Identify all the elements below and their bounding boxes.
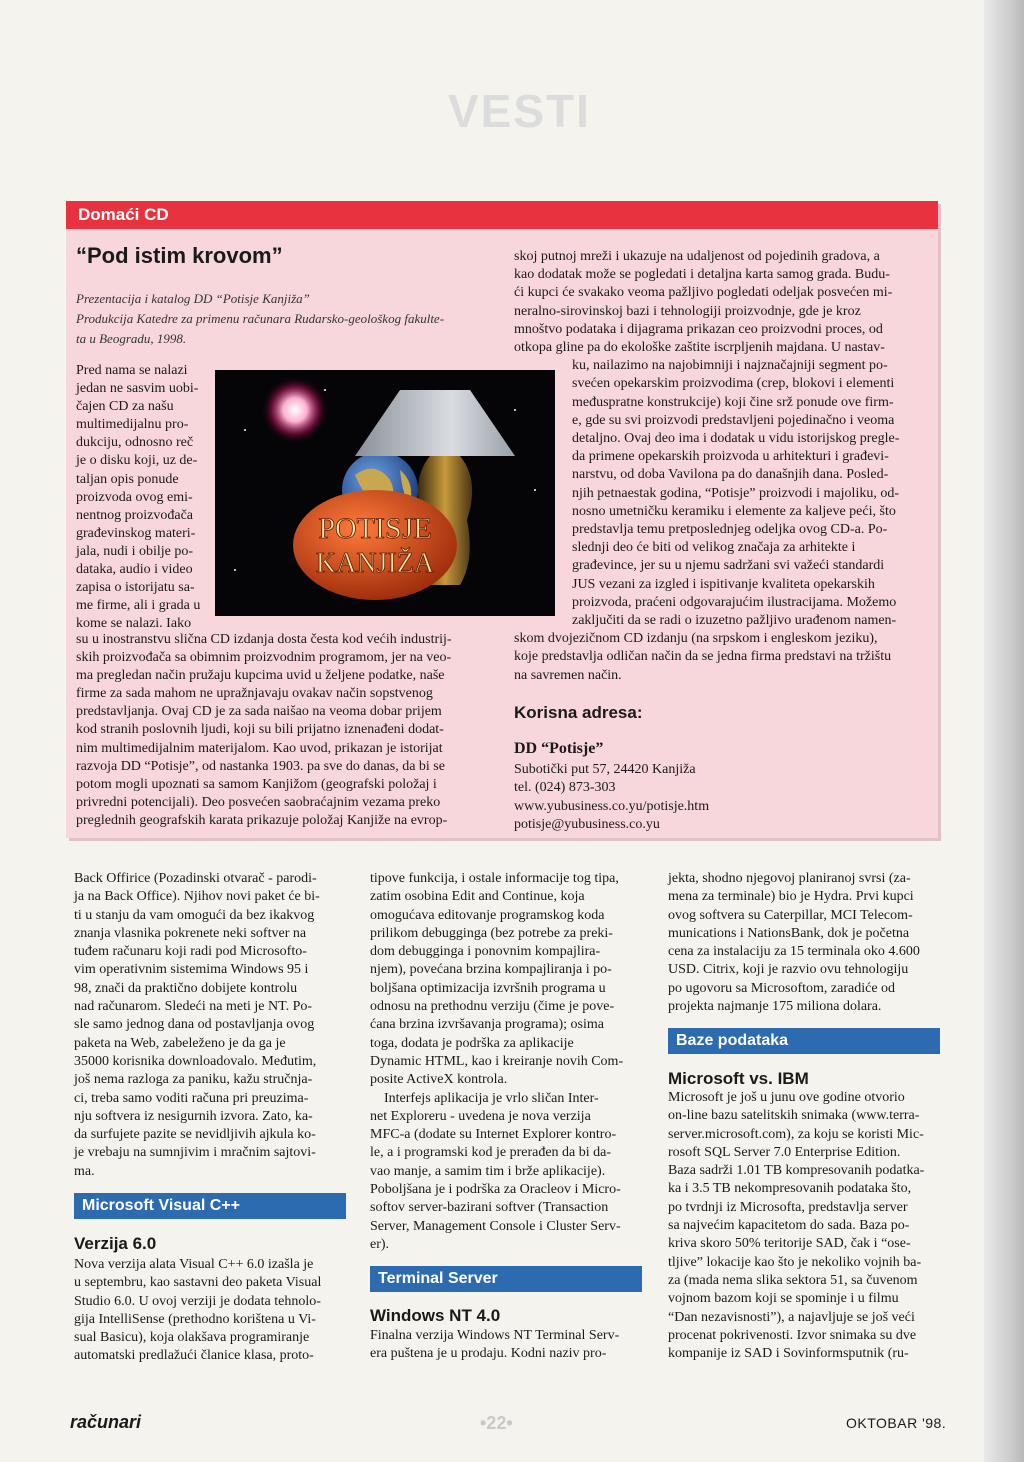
text-line: u septembru, kao sastavni deo paketa Visual: [74, 1275, 322, 1291]
subtitle-line: Produkcija Katedre za primenu računara Rudarsko-geološkog fakulte-: [76, 311, 445, 326]
text-line: firme za sada mahom ne upražnjavaju ovakav način sopstvenog: [76, 686, 433, 702]
text-line: automatski predlažući članice klasa, proto-: [74, 1348, 314, 1364]
text-line: taljan opis ponude: [76, 471, 179, 487]
text-line: su u inostranstvu slična CD izdanja dosta česta kod većih industrij-: [76, 632, 452, 647]
article-text-wide: [76, 631, 496, 830]
column-2: [370, 870, 642, 1254]
section-header-visual-cpp: Microsoft Visual C++: [74, 1193, 346, 1219]
text-line: predstavljanja. Ovaj CD je za sada naišao na veoma dobar prijem: [76, 704, 442, 720]
text-line: Back Offirice (Pozadinski otvarač - parodi-: [74, 871, 317, 886]
cd-cover-illustration: [215, 370, 555, 616]
cd-cover-image: [215, 370, 555, 616]
text-line: ćana brzina izvršavanja programa); osima: [370, 1017, 605, 1033]
text-line: paketa na Web, zabeleženo je da ga je: [74, 1035, 286, 1051]
text-line: ku, nailazimo na najobimniji i najznačajniji segment po-: [572, 358, 888, 374]
text-line: građevinskog materi-: [76, 525, 196, 541]
text-line: cena za instalaciju za 15 terminala oko 4.600: [668, 944, 920, 960]
text-line: ma.: [74, 1163, 95, 1179]
column-3-continued: [668, 1089, 940, 1363]
text-line: znanja vlasnika pokrenete neki softver na: [74, 925, 307, 941]
text-line: le, a i programski kod je prerađen da bi da-: [370, 1145, 612, 1161]
text-line: kriva skoro 50% teritorije SAD, čak i “ose-: [668, 1236, 911, 1252]
text-line: posite ActiveX kontrola.: [370, 1072, 508, 1088]
text-line: odnosu na prethodnu verziju (čime je pove-: [370, 999, 615, 1015]
text-line: multimedijalnu pro-: [76, 417, 189, 433]
text-line: ći kupci će svakako veoma pažljivo pogledati odeljak posvećen mi-: [514, 285, 893, 301]
company-phone: tel. (024) 873-303: [514, 780, 616, 796]
text-line: zatim osobina Edit and Continue, koja: [370, 889, 585, 905]
text-line: era puštena je u prodaju. Kodni naziv pro-: [370, 1346, 607, 1362]
text-line: Finalna verzija Windows NT Terminal Serv-: [370, 1328, 620, 1343]
cd-logo-line-2: KANJIŽA: [315, 548, 435, 579]
text-line: MFC-a (dodate su Internet Explorer kontro-: [370, 1127, 617, 1143]
section-ghost-title: VESTI: [448, 85, 591, 137]
text-line: za (mada nema slika sektora 51, sa čuvenom: [668, 1272, 918, 1288]
subhead-windows-nt: Windows NT 4.0: [370, 1306, 501, 1325]
column-3: [668, 870, 940, 1016]
text-line: on-line bazu satelitskih snimaka (www.terra-: [668, 1108, 920, 1124]
column-1-continued: [74, 1256, 346, 1366]
address-title: Korisna adresa:: [514, 703, 643, 722]
text-line: po ugovoru sa Microsoftom, zaradiće od: [668, 980, 896, 996]
magazine-name: računari: [70, 1412, 142, 1432]
section-header-baze-podataka: Baze podataka: [668, 1028, 940, 1054]
subtitle-line: Prezentacija i katalog DD “Potisje Kanjiža”: [76, 291, 310, 306]
text-line: munications i NationsBank, dok je početna: [668, 925, 910, 941]
text-line: ja na Back Office). Njihov novi paket će bi-: [74, 889, 320, 905]
text-line: predstavlja temu pretposlednjeg odeljka ovog CD-a. Po-: [572, 522, 888, 538]
text-line: dukciju, odnosno reč: [76, 435, 194, 451]
text-line: kompanije iz SAD i Sovinformsputnik (ru-: [668, 1346, 909, 1362]
text-line: vojnom bazom koji se spominje i u filmu: [668, 1291, 899, 1307]
text-line: Dynamic HTML, kao i kreiranje novih Com-: [370, 1053, 624, 1069]
text-line: Server, Management Console i Cluster Serv-: [370, 1218, 621, 1234]
company-street: Subotički put 57, 24420 Kanjiža: [514, 761, 696, 777]
address-block: [514, 740, 709, 835]
section-header-terminal-server: Terminal Server: [370, 1266, 642, 1292]
text-line: čajen CD za našu: [76, 399, 174, 415]
text-line: razvoja DD “Potisje”, od nastanka 1903. pa sve do danas, da bi se: [76, 758, 445, 774]
text-line: da surfujete pazite se nevidljivih ajkula ko-: [74, 1127, 316, 1143]
text-line: još nema razloga za paniku, kažu stručnja-: [74, 1072, 313, 1088]
text-line: preglednih geografskih karata prikazuje položaj Kanjiže na evrop-: [76, 812, 448, 828]
text-line: procenat pokrivenosti. Izvor snimaka su dve: [668, 1327, 917, 1343]
domaci-cd-header: Domaći CD: [66, 201, 938, 229]
text-line: kome se nalazi. Iako: [76, 616, 192, 632]
text-line: Nova verzija alata Visual C++ 6.0 izašla je: [74, 1257, 314, 1272]
text-line: vao manje, a samim tim i brže aplikacije).: [370, 1163, 606, 1179]
text-line: tuđem računaru koji radi pod Microsofto-: [74, 944, 307, 960]
text-line: Pred nama se nalazi: [76, 363, 188, 378]
text-line: je vrebaju na sumnjivim i mračnim sajtovi-: [74, 1145, 316, 1161]
text-line: po tvrdnji iz Microsofta, predstavlja server: [668, 1199, 908, 1215]
domaci-cd-box: [66, 201, 938, 838]
company-email-link[interactable]: potisje@yubusiness.co.yu: [514, 817, 660, 833]
text-line: sual Basicu), koja olakšava programiranje: [74, 1330, 310, 1346]
text-line: njih petnaestak godina, “Potisje” proizvodi i majoliku, od-: [572, 485, 899, 501]
text-line: mena za terminale) bio je Hydra. Prvi kupci: [668, 889, 914, 905]
text-line: vim operativnim sistemima Windows 95 i: [74, 962, 309, 978]
column-1: [74, 870, 346, 1181]
text-line: er).: [370, 1236, 390, 1252]
text-line: ka i 3.5 TB nekompresovanih podataka što,: [668, 1181, 912, 1197]
text-line: ma pregledan način pružaju kupcima uvid u željene podatke, naše: [76, 668, 445, 684]
text-line: Poboljšana je i podrška za Oracleov i Micro-: [370, 1182, 621, 1198]
text-line: nosno umetničku keramiku i elemente za kaljeve peći, što: [572, 503, 896, 519]
text-line: ti u stanju da vam omogući da bez ikakvog: [74, 907, 315, 923]
text-line: ovog softvera su Caterpillar, MCI Telecom-: [668, 907, 913, 923]
text-line: međuspratne konstrukcije) koji čine srž ponude ove firm-: [572, 394, 894, 410]
text-line: narstvu, od doba Vavilona pa do današnjih dana. Posled-: [572, 467, 889, 483]
article-title: “Pod istim krovom”: [76, 243, 283, 268]
company-name: DD “Potisje”: [514, 740, 604, 757]
text-line: nim multimedijalnim materijalom. Kao uvod, prikazan je istorijat: [76, 740, 443, 756]
text-line: svećen opekarskim proizvodima (crep, blokovi i elementi: [572, 376, 895, 392]
text-line: jala, nudi i obilje po-: [76, 543, 194, 559]
text-line: skoj putnoj mreži i ukazuje na udaljenost od pojedinih gradova, a: [514, 249, 880, 264]
text-line: proizvoda, praćeni odgovarajućim ilustracijama. Možemo: [572, 594, 897, 610]
text-line: sle samo jednog dana od postavljanja ovog: [74, 1017, 315, 1033]
text-line: USD. Citrix, koji je razvio ovu tehnologiju: [668, 962, 909, 978]
text-line: mnoštvo podataka i dijagrama prikazan ceo proizvodni proces, od: [514, 321, 883, 337]
text-line: boljšana optimizacija izvršnih programa u: [370, 980, 606, 996]
text-line: proizvoda ovog emi-: [76, 489, 193, 505]
text-line: nentnog proizvođača: [76, 507, 194, 523]
text-line: JUS vezani za izgled i ispitivanje kvaliteta opekarskih: [572, 576, 875, 592]
article-text-right: [514, 248, 932, 685]
text-line: softov server-bazirani softver (Transaction: [370, 1200, 609, 1216]
text-line: potom mogli upoznati sa samom Kanjižom (geografski položaj i: [76, 776, 437, 792]
text-line: dom debugginga i ponovnim kompajlira-: [370, 944, 601, 960]
text-line: e, gde su svi proizvodi predstavljeni pojedinačno i veoma: [572, 412, 895, 428]
text-line: server.microsoft.com), za koju se koristi Mic-: [668, 1126, 924, 1142]
text-line: kao dodatak može se pogledati i detaljna karta samog grada. Budu-: [514, 267, 890, 283]
cd-logo-line-1: POTISJE: [318, 512, 432, 545]
text-line: dataka, audio i video: [76, 562, 193, 578]
text-line: net Exploreru - uvedena je nova verzija: [370, 1108, 591, 1124]
text-line: otkopa gline pa do ekološke zaštite iscrpljenih majdana. U nastav-: [514, 340, 885, 356]
text-line: je o disku koji, uz de-: [76, 453, 198, 469]
article-text-narrow: [76, 362, 216, 633]
text-line: detaljno. Ovaj deo ima i dodatak u vidu istorijskog pregle-: [572, 431, 900, 447]
subhead-verzija: Verzija 6.0: [74, 1234, 157, 1253]
text-line: njem), povećana brzina kompajliranja i po-: [370, 962, 612, 978]
text-line: zaključiti da se radi o izuzetno pažljivo urađenom namen-: [572, 613, 897, 629]
text-line: skom dvojezičnom CD izdanju (na srpskom i engleskom jeziku),: [514, 631, 878, 647]
text-line: jekta, shodno njegovoj planiranoj svrsi (za-: [668, 871, 911, 886]
subhead-microsoft-vs-ibm: Microsoft vs. IBM: [668, 1069, 809, 1088]
text-line: nad računarom. Sledeći na meti je NT. Po-: [74, 999, 313, 1015]
text-line: Studio 6.0. U ovoj verziji je dodata tehnolo-: [74, 1293, 321, 1309]
text-line: omogućava editovanje programskog koda: [370, 907, 605, 923]
text-line: toga, dodata je podrška za aplikacije: [370, 1035, 574, 1051]
text-line: građevince, jer su u njemu sadržani svi važeći standardi: [572, 558, 885, 574]
text-line: na savremen način.: [514, 667, 622, 683]
text-line: Interfejs aplikacija je vrlo sličan Inter-: [384, 1090, 599, 1106]
text-line: projekta najmanje 175 miliona dolara.: [668, 999, 882, 1015]
text-line: da primene opekarskih proizvoda u arhitekturi i građevi-: [572, 449, 889, 465]
text-line: kod stranih poslovnih ljudi, koji su bili prijatno iznenađeni dodat-: [76, 722, 444, 738]
text-line: koje predstavlja odličan način da se jedna firma predstavi na tržištu: [514, 649, 892, 665]
text-line: me firme, ali i grada u: [76, 598, 201, 614]
text-line: skih proizvođača sa obimnim proizvodnim programom, jer na veo-: [76, 650, 452, 666]
text-line: 35000 korisnika downloadovalo. Međutim,: [74, 1053, 317, 1069]
text-line: prilikom debugginga (bez potrebe za preki-: [370, 925, 613, 941]
subtitle-line: ta u Beogradu, 1998.: [76, 331, 187, 346]
article-subtitle: [76, 289, 486, 349]
page-number: •22•: [480, 1413, 513, 1433]
text-line: jedan ne sasvim uobi-: [76, 381, 199, 397]
column-2-continued: [370, 1327, 642, 1364]
company-website-link[interactable]: www.yubusiness.co.yu/potisje.htm: [514, 798, 710, 814]
issue-date: OKTOBAR '98.: [846, 1415, 947, 1431]
text-line: privredni potencijali). Deo posvećen saobraćajnim vezama preko: [76, 794, 441, 810]
text-line: Microsoft je još u junu ove godine otvorio: [668, 1090, 905, 1105]
text-line: Baza sadrži 1.01 TB kompresovanih podatka-: [668, 1163, 925, 1179]
text-line: nju softvera iz nesigurnih izvora. Zato, ka-: [74, 1108, 313, 1124]
text-line: tljive” lokacije kao što je nekoliko vojnih ba-: [668, 1254, 922, 1270]
text-line: zapisa o istorijatu sa-: [76, 580, 195, 596]
page-edge: [984, 0, 1024, 1462]
text-line: tipove funkcija, i ostale informacije tog tipa,: [370, 871, 619, 886]
text-line: ci, treba samo voditi računa pri preuzima-: [74, 1090, 309, 1106]
text-line: rosoft SQL Server 7.0 Enterprise Edition.: [668, 1144, 901, 1160]
text-line: neralno-sirovinskoj bazi i tehnologiji proizvodnje, gde je kroz: [514, 303, 861, 319]
text-line: 98, znači da praktično dobijete kontrolu: [74, 980, 298, 996]
text-line: gija IntelliSense (prethodno korištena u Vi-: [74, 1311, 316, 1327]
text-line: slednji deo će biti od velikog značaja za arhitekte i: [572, 540, 856, 556]
text-line: “Dan nezavisnosti”), a najavljuje se još veći: [668, 1309, 915, 1325]
text-line: sa najvećim kapacitetom do sada. Baza po-: [668, 1218, 910, 1234]
